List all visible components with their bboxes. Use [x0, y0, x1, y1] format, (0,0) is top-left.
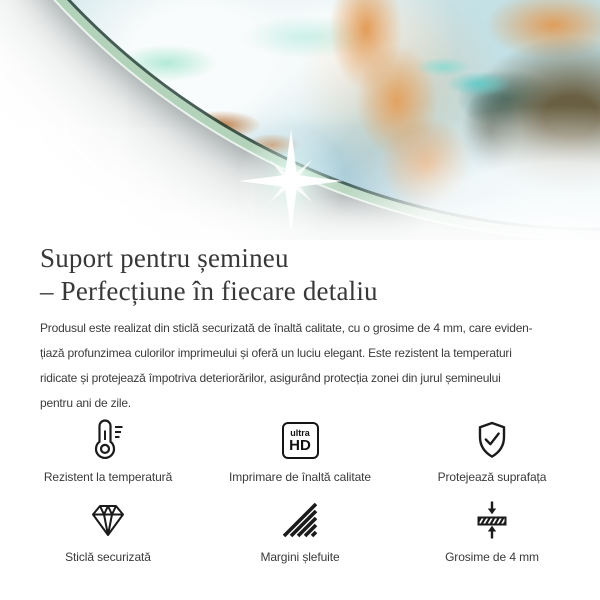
feature-label: Rezistent la temperatură: [43, 470, 173, 484]
sparkle-icon: [231, 121, 351, 240]
feature-label: Protejează suprafața: [437, 470, 547, 484]
feature-polished-edges: [204, 498, 396, 564]
feature-grid: [0, 418, 600, 564]
polished-edges-icon: [278, 498, 322, 542]
ultra-hd-badge: [282, 422, 319, 459]
ultra-hd-badge-bottom-text: HD: [289, 436, 311, 454]
description-line: pentru ani de zile.: [40, 396, 131, 410]
feature-tempered-glass: [12, 498, 204, 564]
feature-label: Imprimare de înaltă calitate: [229, 470, 371, 484]
description-line: țiază profunzimea culorilor imprimeului și oferă un luciu elegant. Este rezistent la temperaturi: [40, 346, 512, 360]
feature-label: Margini șlefuite: [260, 550, 340, 564]
diamond-icon: [86, 498, 130, 542]
thickness-icon: [470, 498, 514, 542]
thermometer-icon: [86, 418, 130, 462]
ultra-hd-icon: [282, 418, 319, 462]
feature-label: Sticlă securizată: [65, 550, 151, 564]
description-line: ridicate și protejează împotriva deteriorărilor, asigurând protecția zonei din jurul șemineului: [40, 371, 501, 385]
feature-surface-protection: [396, 418, 588, 484]
feature-thickness: [396, 498, 588, 564]
product-description-text: [40, 316, 560, 416]
ultra-hd-badge-top-text: ultra: [290, 427, 310, 438]
description-line: Produsul este realizat din sticlă securizată de înaltă calitate, cu o grosime de 4 mm, care eviden-: [40, 321, 533, 335]
feature-print-quality: [204, 418, 396, 484]
page-title-line1: Suport pentru șemineu: [40, 243, 289, 273]
feature-label: Grosime de 4 mm: [445, 550, 539, 564]
feature-temperature: [12, 418, 204, 484]
shield-check-icon: [470, 418, 514, 462]
page-title-line2: – Perfecțiune în fiecare detaliu: [40, 276, 378, 306]
page-title: [40, 240, 560, 308]
product-image: [0, 0, 600, 240]
